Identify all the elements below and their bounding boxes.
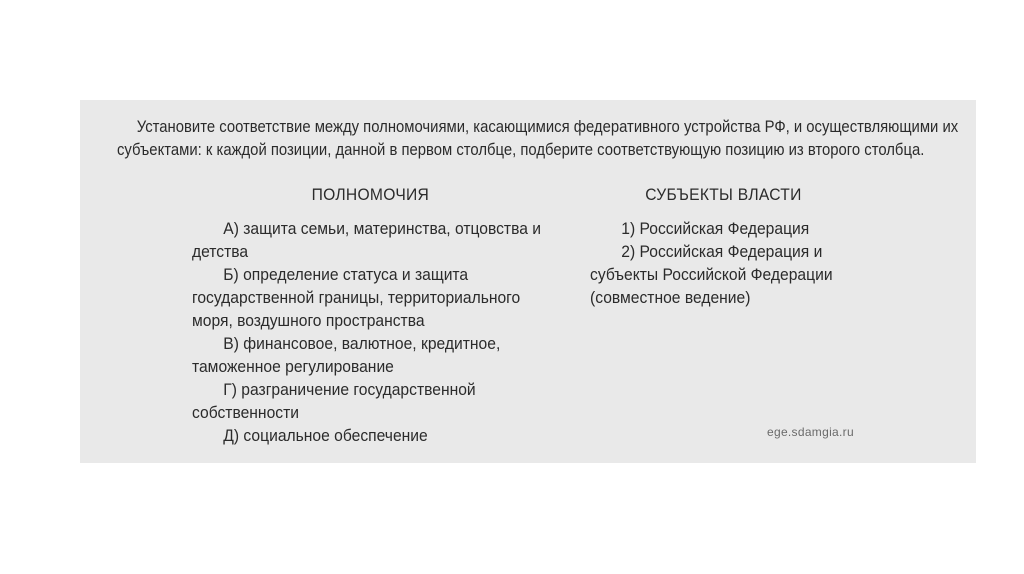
task-instruction-line-2: субъектами: к каждой позиции, данной в первом столбце, подберите соответствующую позицию из второго столбца. [117, 141, 925, 159]
powers-column [192, 183, 546, 447]
powers-column-title: ПОЛНОМОЧИЯ [311, 185, 430, 204]
authorities-column [590, 183, 866, 309]
authorities-column-title: СУБЪЕКТЫ ВЛАСТИ [645, 185, 802, 204]
power-item-b: Б) определение статуса и защита государственной границы, территориального моря, воздушного пространства [192, 265, 521, 330]
powers-list [192, 217, 546, 447]
authority-item-1: 1) Российская Федерация [621, 219, 810, 238]
power-item-g: Г) разграничение государственной собственности [192, 380, 476, 422]
power-item-a: А) защита семьи, материнства, отцовства и детства [192, 219, 542, 261]
authorities-list [590, 217, 866, 309]
task-instruction-line-1: Установите соответствие между полномочиями, касающимися федеративного устройства РФ, и осуществляющими их [136, 118, 959, 136]
task-panel [80, 100, 976, 463]
source-watermark: ege.sdamgia.ru [767, 425, 854, 439]
power-item-v: В) финансовое, валютное, кредитное, таможенное регулирование [192, 334, 501, 376]
power-item-d: Д) социальное обеспечение [223, 426, 428, 445]
task-instruction [117, 116, 959, 162]
authority-item-2: 2) Российская Федерация и субъекты Российской Федерации (совместное ведение) [590, 242, 833, 307]
